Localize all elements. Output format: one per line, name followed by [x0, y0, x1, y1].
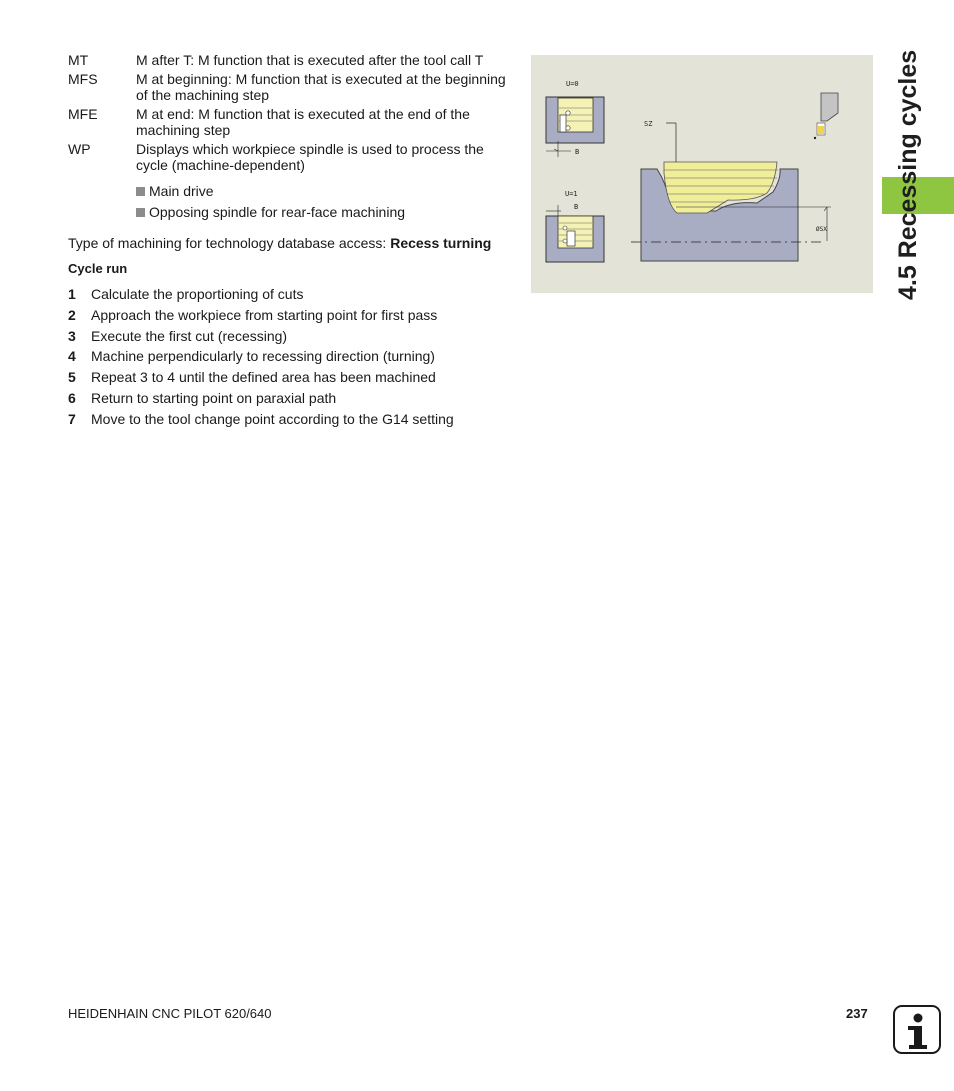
footer-product: HEIDENHAIN CNC PILOT 620/640	[68, 1006, 272, 1021]
step-number: 3	[68, 327, 76, 344]
param-key: WP	[68, 141, 91, 157]
param-row	[68, 141, 513, 173]
cycle-run-heading: Cycle run	[68, 261, 128, 276]
step-text: Execute the first cut (recessing)	[91, 327, 288, 344]
step-text: Calculate the proportioning of cuts	[91, 286, 304, 302]
step-text: Return to starting point on paraxial path	[91, 389, 337, 406]
u1-label: U=1	[565, 190, 578, 198]
param-description: Displays which workpiece spindle is used to process the cycle (machine-dependent)	[136, 141, 484, 173]
cycle-step	[68, 328, 454, 344]
wp-option	[136, 183, 405, 199]
param-description: M after T: M function that is executed after the tool call T	[136, 52, 484, 68]
detail-u1	[546, 203, 604, 262]
step-number: 5	[68, 369, 76, 386]
param-key: MFS	[68, 71, 98, 87]
step-number: 7	[68, 410, 76, 427]
wp-option-label: Opposing spindle for rear-face machining	[149, 204, 406, 220]
param-key: MT	[68, 52, 89, 68]
step-text: Machine perpendicularly to recessing direction (turning)	[91, 348, 435, 365]
cycle-step	[68, 411, 454, 427]
recess-turning-figure	[531, 55, 873, 293]
square-bullet-icon	[136, 187, 145, 196]
info-icon	[893, 1005, 941, 1054]
param-key: MFE	[68, 106, 98, 122]
section-title: 4.5 Recessing cycles	[894, 49, 922, 300]
wp-option-label: Main drive	[149, 183, 214, 199]
cycle-step	[68, 307, 454, 323]
wp-option	[136, 204, 405, 220]
b-label: B	[574, 203, 579, 211]
technology-access-line	[68, 235, 518, 251]
wp-option-list	[136, 183, 405, 225]
info-i-glyph	[895, 1007, 939, 1052]
param-description: M at beginning: M function that is executed at the beginning of the machining step	[136, 71, 506, 103]
cycle-step-list	[68, 286, 454, 432]
parameter-list	[68, 52, 513, 176]
u0-label: U=0	[566, 80, 579, 88]
detail-u0	[546, 97, 604, 157]
cycle-step	[68, 390, 454, 406]
param-description: M at end: M function that is executed at the end of the machining step	[136, 106, 470, 138]
param-row	[68, 106, 513, 138]
step-text: Repeat 3 to 4 until the defined area has been machined	[91, 369, 436, 386]
main-workpiece	[631, 120, 831, 261]
technology-access-prefix: Type of machining for technology database access:	[68, 235, 391, 251]
param-row	[68, 71, 513, 103]
page-number: 237	[846, 1006, 868, 1021]
recess-turning-diagram	[531, 55, 873, 293]
param-row	[68, 52, 513, 68]
step-number: 6	[68, 389, 76, 406]
step-number: 1	[68, 286, 76, 302]
cycle-step	[68, 348, 454, 364]
step-text: Move to the tool change point according to the G14 setting	[91, 410, 454, 427]
square-bullet-icon	[136, 208, 145, 217]
sx-label: ØSX	[816, 226, 827, 233]
technology-access-value: Recess turning	[390, 235, 492, 251]
b-label: B	[575, 148, 580, 156]
step-number: 2	[68, 306, 76, 323]
step-text: Approach the workpiece from starting point for first pass	[91, 306, 438, 323]
step-number: 4	[68, 348, 76, 365]
cycle-step	[68, 369, 454, 385]
recessing-tool-icon	[814, 93, 838, 139]
cycle-step	[68, 286, 454, 302]
sz-label: SZ	[644, 120, 653, 128]
